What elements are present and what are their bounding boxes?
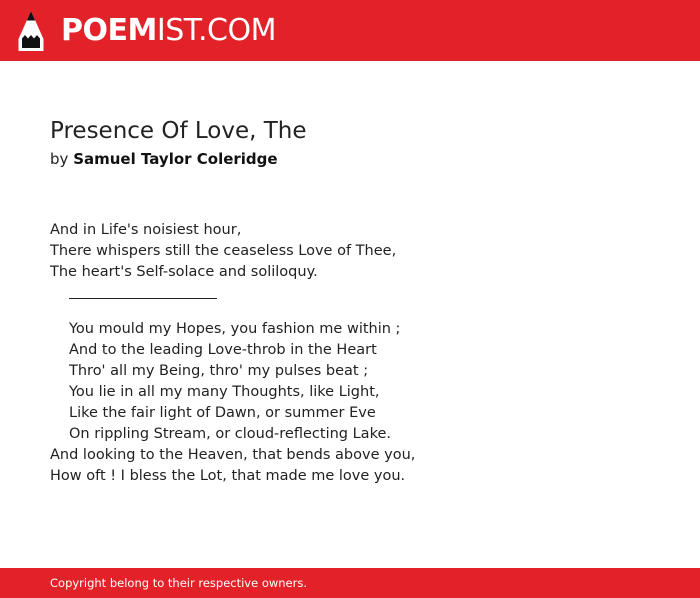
logo-wordmark-bold: POEM [61,13,157,48]
poem-byline [50,146,670,172]
poem-line: How oft ! I bless the Lot, that made me love you. [50,468,406,484]
poem-line: There whispers still the ceaseless Love of Thee, [50,243,397,259]
site-header [0,0,700,61]
poem-line: You mould my Hopes, you fashion me within ; [69,321,401,337]
poem-line: Thro' all my Being, thro' my pulses beat ; [69,363,369,379]
poem-line: Like the fair light of Dawn, or summer Eve [69,405,376,421]
site-footer [0,568,700,598]
author-link[interactable]: Samuel Taylor Coleridge [73,150,278,168]
site-logo-link[interactable] [18,10,276,52]
poem-line: And in Life's noisiest hour, [50,222,242,238]
poem-line: And to the leading Love-throb in the Heart [69,342,377,358]
poem-line: You lie in all my many Thoughts, like Light, [69,384,380,400]
by-label: by [50,150,69,168]
logo-wordmark-light: IST.COM [156,13,276,48]
stanza-divider [69,298,217,299]
copyright-notice: Copyright belong to their respective owners. [50,576,308,590]
poem-body [50,220,670,487]
poem-line: On rippling Stream, or cloud-reflecting Lake. [69,426,391,442]
poem-line: The heart's Self-solace and soliloquy. [50,264,318,280]
pencil-tip-icon [18,10,44,52]
poem-title: Presence Of Love, The [50,118,307,144]
poem-content [50,116,670,487]
poem-line: And looking to the Heaven, that bends above you, [50,447,416,463]
logo-wordmark [61,11,276,51]
